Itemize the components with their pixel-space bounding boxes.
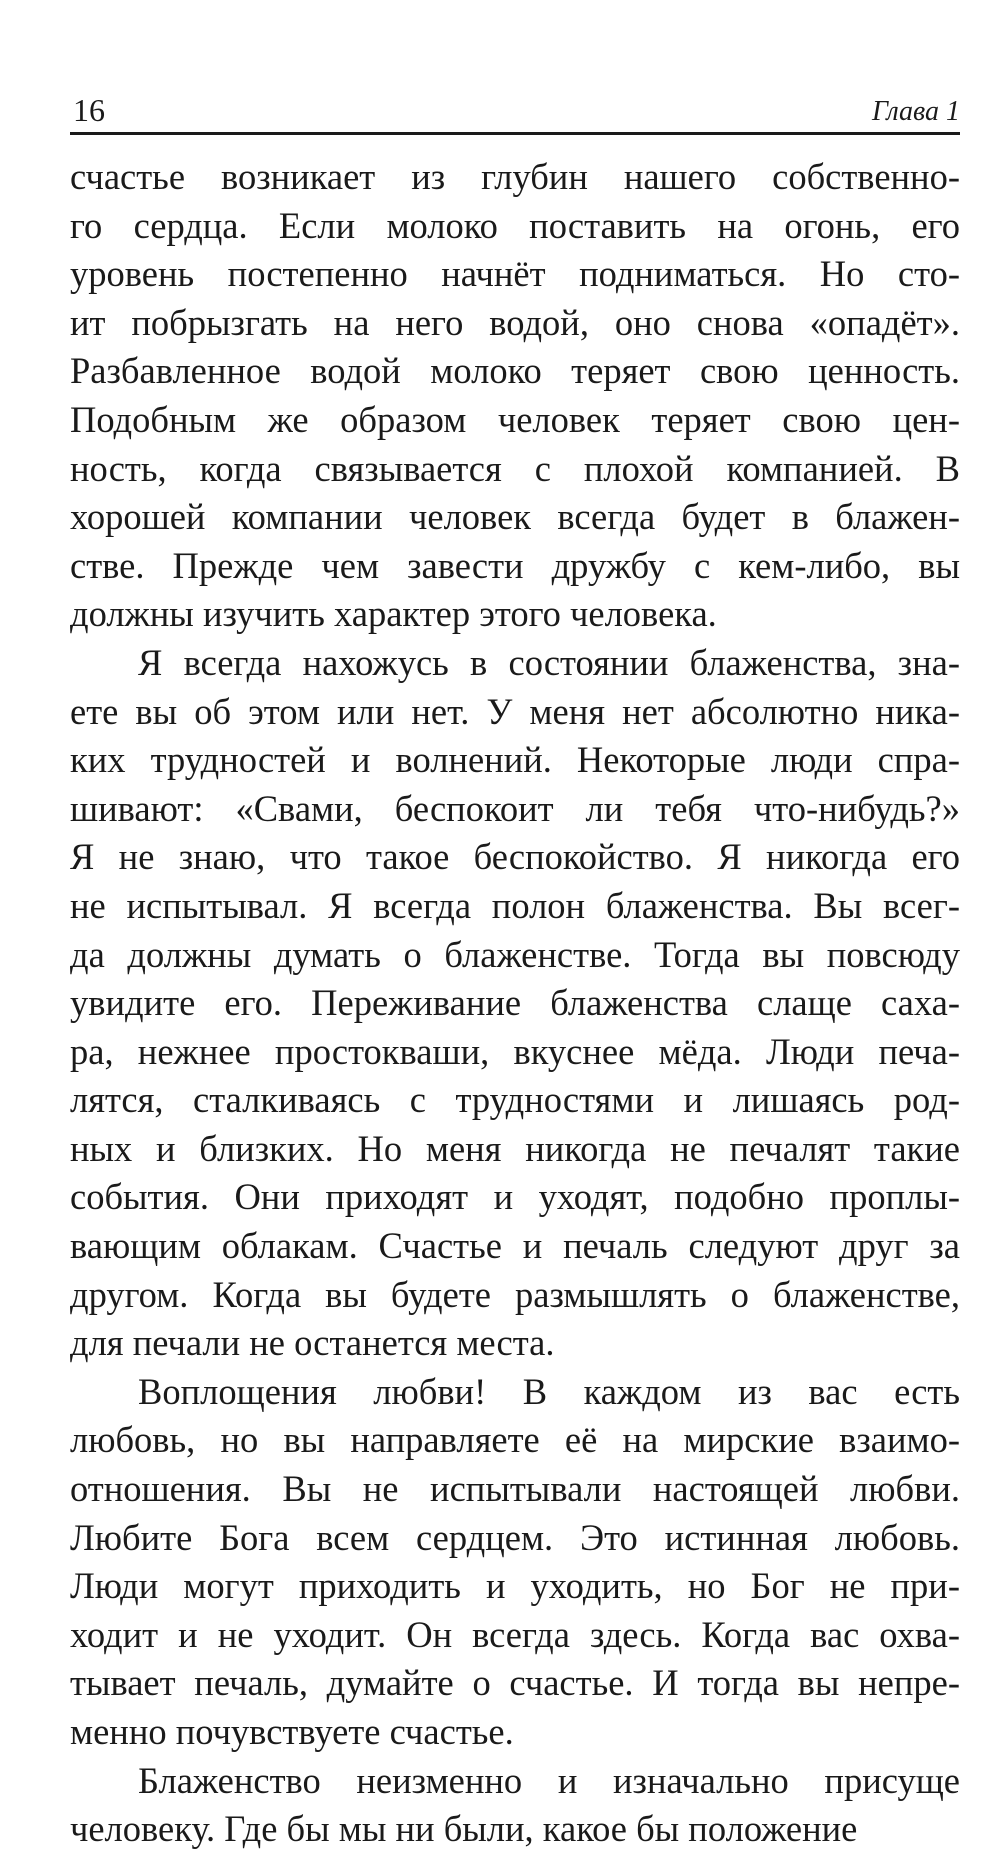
- text-line: Любите Бога всем сердцем. Это истинная любовь.: [70, 1516, 960, 1558]
- text-line: уровень постепенно начнёт подниматься. Но сто-: [70, 253, 960, 295]
- text-line: хорошей компании человек всегда будет в блажен-: [70, 496, 960, 538]
- text-line: должны изучить характер этого человека.: [70, 593, 717, 635]
- text-line: менно почувствуете счастье.: [70, 1711, 514, 1752]
- text-line: ких трудностей и волнений. Некоторые люди спра-: [70, 739, 960, 781]
- paragraph: [70, 153, 960, 639]
- text-line: ных и близких. Но меня никогда не печалят такие: [70, 1127, 960, 1169]
- text-line: Блаженство неизменно и изначально присуще: [138, 1759, 960, 1801]
- page-number: 16: [73, 92, 105, 128]
- text-line: ит побрызгать на него водой, оно снова «опадёт».: [70, 301, 960, 343]
- text-line: любовь, но вы направляете её на мирские взаимо-: [70, 1419, 960, 1461]
- body-text: [70, 153, 960, 1854]
- text-line: для печали не останется места.: [70, 1322, 555, 1364]
- text-line: ете вы об этом или нет. У меня нет абсолютно ника-: [70, 690, 960, 732]
- text-line: Разбавленное водой молоко теряет свою ценность.: [70, 350, 960, 392]
- text-line: ность, когда связывается с плохой компанией. В: [70, 447, 960, 489]
- text-line: другом. Когда вы будете размышлять о блаженстве,: [70, 1273, 960, 1315]
- running-head: [70, 92, 960, 135]
- text-line: тывает печаль, думайте о счастье. И тогда вы непре-: [70, 1662, 960, 1704]
- text-line: не испытывал. Я всегда полон блаженства. Вы всег-: [70, 884, 960, 926]
- text-line: ходит и не уходит. Он всегда здесь. Когда вас охва-: [70, 1613, 960, 1655]
- text-line: го сердца. Если молоко поставить на огонь, его: [70, 204, 960, 246]
- text-line: ра, нежнее простокваши, вкуснее мёда. Люди печа-: [70, 1030, 960, 1072]
- text-line: Я не знаю, что такое беспокойство. Я никогда его: [70, 836, 960, 878]
- paragraph: [70, 639, 960, 1368]
- text-line: Люди могут приходить и уходить, но Бог не при-: [70, 1565, 960, 1607]
- text-line: стве. Прежде чем завести дружбу с кем-либо, вы: [70, 544, 960, 586]
- text-line: события. Они приходят и уходят, подобно проплы-: [70, 1176, 960, 1218]
- text-line: да должны думать о блаженстве. Тогда вы повсюду: [70, 933, 960, 975]
- text-line: вающим облакам. Счастье и печаль следуют друг за: [70, 1225, 960, 1267]
- text-line: счастье возникает из глубин нашего собственно-: [70, 156, 960, 197]
- paragraph: [70, 1368, 960, 1757]
- chapter-label: Глава 1: [872, 96, 960, 127]
- text-line: человеку. Где бы мы ни были, какое бы положение: [70, 1808, 858, 1850]
- text-line: Воплощения любви! В каждом из вас есть: [138, 1370, 960, 1412]
- text-line: Я всегда нахожусь в состоянии блаженства, зна-: [138, 641, 960, 683]
- text-line: увидите его. Переживание блаженства слаще саха-: [70, 982, 960, 1024]
- paragraph: [70, 1757, 960, 1854]
- text-line: Подобным же образом человек теряет свою цен-: [70, 398, 960, 440]
- text-line: шивают: «Свами, беспокоит ли тебя что-нибудь?»: [70, 787, 960, 829]
- text-line: отношения. Вы не испытывали настоящей любви.: [70, 1468, 960, 1510]
- text-line: лятся, сталкиваясь с трудностями и лишаясь род-: [70, 1079, 960, 1121]
